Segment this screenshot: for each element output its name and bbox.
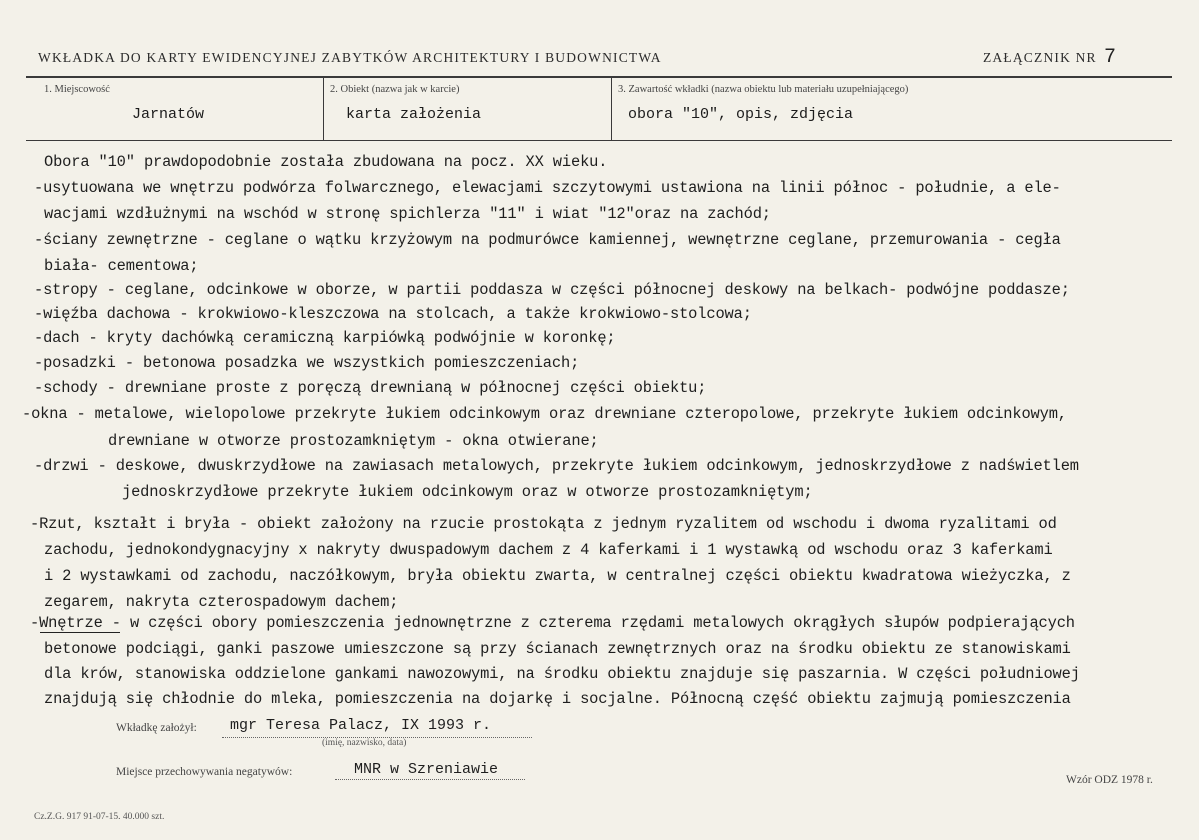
heading-underline	[40, 632, 120, 633]
print-info: Cz.Z.G. 917 91-07-15. 40.000 szt.	[34, 812, 165, 822]
body-line: znajdują się chłodnie do mleka, pomieszczenia na dojarkę i socjalne. Północną część obiektu zajmują pomieszczenia	[44, 690, 1071, 708]
body-line: wacjami wzdłużnymi na wschód w stronę spichlerza "11" i wiat "12"oraz na zachód;	[44, 205, 771, 223]
body-line: i 2 wystawkami od zachodu, naczółkowym, bryła obiektu zwarta, w centralnej części obiektu kwadratowa wieżyczka, z	[44, 567, 1071, 585]
field-locality-label: 1. Miejscowość	[44, 84, 110, 95]
body-line: betonowe podciągi, ganki paszowe umieszczone są przy ścianach zewnętrznych oraz na środku obiektu ze stanowiskami	[44, 640, 1071, 658]
body-line: -więźba dachowa - krokwiowo-kleszczowa na stolcach, a także krokwiowo-stolcowa;	[34, 305, 752, 323]
body-line: jednoskrzydłowe przekryte łukiem odcinkowym oraz w otworze prostozamkniętym;	[122, 483, 813, 501]
annex-number: 7	[1104, 46, 1117, 69]
body-line: zachodu, jednokondygnacyjny x nakryty dwuspadowym dachem z 4 kaferkami i 1 wystawką od wschodu oraz 3 kaferkami	[44, 541, 1053, 559]
pattern-note: Wzór ODZ 1978 r.	[1066, 774, 1153, 786]
field-object-value: karta założenia	[346, 106, 482, 123]
body-line: -usytuowana we wnętrzu podwórza folwarcznego, elewacjami szczytowymi ustawiona na linii północ - południe, a ele-	[34, 179, 1061, 197]
field-content-label: 3. Zawartość wkładki (nazwa obiektu lub materiału uzupełniającego)	[618, 84, 909, 95]
body-line: -drzwi - deskowe, dwuskrzydłowe na zawiasach metalowych, przekryte łukiem odcinkowym, jednoskrzydłowe z nadświetlem	[34, 457, 1079, 475]
body-line: -Rzut, kształt i bryła - obiekt założony na rzucie prostokąta z jednym ryzalitem od wschodu i dwoma ryzalitami od	[30, 515, 1057, 533]
form-title: WKŁADKA DO KARTY EWIDENCYJNEJ ZABYTKÓW ARCHITEKTURY I BUDOWNICTWA	[38, 50, 662, 65]
body-line: -okna - metalowe, wielopolowe przekryte łukiem odcinkowym oraz drewniane czteropolowe, przekryte łukiem odcinkowym,	[22, 405, 1067, 423]
body-line: dla krów, stanowiska oddzielone gankami nawozowymi, na środku obiektu znajduje się paszarnia. W części południowej	[44, 665, 1080, 683]
negatives-label: Miejsce przechowywania negatywów:	[116, 766, 293, 778]
negatives-dotted-line	[335, 779, 525, 780]
cell-divider	[323, 76, 324, 140]
header-bottom-rule	[26, 140, 1172, 141]
body-line: -ściany zewnętrzne - ceglane o wątku krzyżowym na podmurówce kamiennej, wewnętrzne ceglane, przemurowania - cegła	[34, 231, 1061, 249]
author-hint: (imię, nazwisko, data)	[322, 738, 407, 748]
body-line: biała- cementowa;	[44, 257, 199, 275]
field-locality-value: Jarnatów	[132, 106, 205, 123]
body-line: drewniane w otworze prostozamkniętym - okna otwierane;	[108, 432, 599, 450]
body-line: Obora "10" prawdopodobnie została zbudowana na pocz. XX wieku.	[44, 153, 608, 171]
field-content-value: obora "10", opis, zdjęcia	[628, 106, 854, 123]
header-top-rule	[26, 76, 1172, 78]
annex-label: ZAŁĄCZNIK NR	[983, 50, 1097, 65]
body-line: zegarem, nakryta czterospadowym dachem;	[44, 593, 399, 611]
body-line: -dach - kryty dachówką ceramiczną karpiówką podwójnie w koronkę;	[34, 329, 616, 347]
author-value: mgr Teresa Palacz, IX 1993 r.	[230, 717, 492, 734]
body-line: -posadzki - betonowa posadzka we wszystkich pomieszczeniach;	[34, 354, 580, 372]
body-line: -Wnętrze - w części obory pomieszczenia jednownętrzne z czterema rzędami metalowych okrągłych słupów podpierających	[30, 614, 1075, 632]
body-line: -schody - drewniane proste z poręczą drewnianą w północnej części obiektu;	[34, 379, 707, 397]
field-object-label: 2. Obiekt (nazwa jak w karcie)	[330, 84, 460, 95]
cell-divider	[611, 76, 612, 140]
author-label: Wkładkę założył:	[116, 722, 197, 734]
body-line: -stropy - ceglane, odcinkowe w oborze, w partii poddasza w części północnej deskowy na belkach- podwójne poddasze;	[34, 281, 1070, 299]
negatives-value: MNR w Szreniawie	[354, 761, 499, 778]
